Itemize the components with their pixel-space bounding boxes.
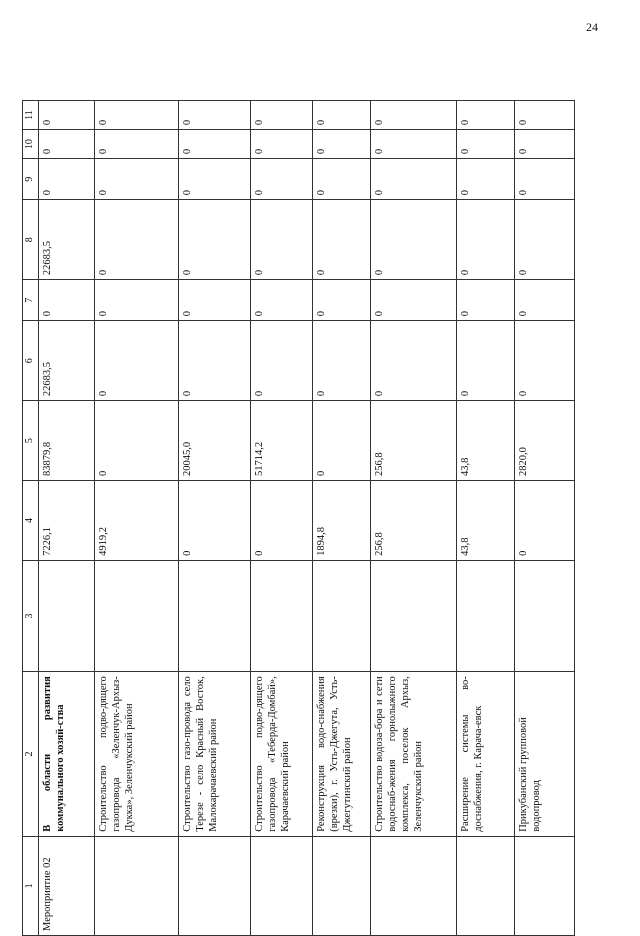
column-number: 7 xyxy=(23,280,39,321)
value-cell: 0 xyxy=(94,280,178,321)
value-cell: 0 xyxy=(178,280,250,321)
value-cell: 0 xyxy=(312,130,370,159)
value-cell: 0 xyxy=(94,321,178,401)
value-cell: 4919,2 xyxy=(94,481,178,561)
description-cell: В области развития коммунального хозяй-ства xyxy=(38,672,94,837)
value-cell: 0 xyxy=(250,101,312,130)
value-cell: 20045,0 xyxy=(178,401,250,481)
value-cell: 0 xyxy=(514,101,574,130)
value-cell: 256,8 xyxy=(370,401,456,481)
activity-cell xyxy=(370,836,456,935)
description-cell: Строительство подво-дящего газопровода «Зеленчук-Архыз-Дукка», Зеленчукский район xyxy=(94,672,178,837)
column-number-row xyxy=(23,101,39,936)
activity-cell xyxy=(178,836,250,935)
column-3-cell xyxy=(456,560,514,671)
column-number: 6 xyxy=(23,321,39,401)
table-row xyxy=(370,101,456,936)
value-cell: 0 xyxy=(38,101,94,130)
value-cell: 0 xyxy=(456,130,514,159)
value-cell: 0 xyxy=(250,200,312,280)
table-row xyxy=(94,101,178,936)
value-cell: 0 xyxy=(250,321,312,401)
value-cell: 0 xyxy=(514,280,574,321)
value-cell: 1894,8 xyxy=(312,481,370,561)
value-cell: 0 xyxy=(178,200,250,280)
value-cell: 0 xyxy=(456,321,514,401)
value-cell: 0 xyxy=(250,159,312,200)
activity-cell xyxy=(514,836,574,935)
activity-cell xyxy=(456,836,514,935)
value-cell: 0 xyxy=(38,159,94,200)
value-cell: 0 xyxy=(250,130,312,159)
value-cell: 0 xyxy=(456,200,514,280)
activity-cell xyxy=(312,836,370,935)
value-cell: 0 xyxy=(456,101,514,130)
value-cell: 0 xyxy=(514,321,574,401)
column-3-cell xyxy=(38,560,94,671)
value-cell: 0 xyxy=(178,321,250,401)
value-cell: 43,8 xyxy=(456,481,514,561)
column-3-cell xyxy=(312,560,370,671)
program-table xyxy=(22,100,575,936)
value-cell: 0 xyxy=(370,130,456,159)
table-row xyxy=(250,101,312,936)
rotated-table-sheet xyxy=(22,31,588,936)
value-cell: 2820,0 xyxy=(514,401,574,481)
value-cell: 0 xyxy=(514,481,574,561)
value-cell: 0 xyxy=(178,130,250,159)
value-cell: 0 xyxy=(370,159,456,200)
description-cell: Строительство подво-дящего газопровода «Теберда-Домбай», Карачаевский район xyxy=(250,672,312,837)
value-cell: 0 xyxy=(94,200,178,280)
table-row xyxy=(514,101,574,936)
value-cell: 0 xyxy=(250,481,312,561)
page-number: 24 xyxy=(586,20,598,34)
value-cell: 0 xyxy=(456,159,514,200)
value-cell: 0 xyxy=(94,159,178,200)
value-cell: 0 xyxy=(370,321,456,401)
activity-cell xyxy=(94,836,178,935)
column-number: 5 xyxy=(23,401,39,481)
value-cell: 0 xyxy=(514,159,574,200)
value-cell: 0 xyxy=(370,200,456,280)
column-3-cell xyxy=(250,560,312,671)
description-cell: Реконструкция водо-снабжения (врезки), г. Усть-Джегута, Усть-Джегутинский район xyxy=(312,672,370,837)
column-3-cell xyxy=(514,560,574,671)
value-cell: 0 xyxy=(514,200,574,280)
table-row xyxy=(456,101,514,936)
value-cell: 0 xyxy=(178,481,250,561)
column-number: 9 xyxy=(23,159,39,200)
activity-cell: Мероприятие 02 xyxy=(38,836,94,935)
value-cell: 256,8 xyxy=(370,481,456,561)
value-cell: 0 xyxy=(38,130,94,159)
value-cell: 0 xyxy=(250,280,312,321)
value-cell: 43,8 xyxy=(456,401,514,481)
value-cell: 0 xyxy=(312,159,370,200)
value-cell: 83879,8 xyxy=(38,401,94,481)
column-number: 1 xyxy=(23,836,39,935)
column-number: 11 xyxy=(23,101,39,130)
column-3-cell xyxy=(94,560,178,671)
table-row xyxy=(38,101,94,936)
value-cell: 51714,2 xyxy=(250,401,312,481)
description-cell: Прикубанский групповой водопровод xyxy=(514,672,574,837)
value-cell: 22683,5 xyxy=(38,321,94,401)
column-3-cell xyxy=(370,560,456,671)
description-cell: Строительство газо-провода село Терезе - село Красный Восток, Малокарачаевский район xyxy=(178,672,250,837)
description-cell: Расширение системы во-доснабжения, г. Карача-евск xyxy=(456,672,514,837)
value-cell: 0 xyxy=(312,280,370,321)
value-cell: 0 xyxy=(514,130,574,159)
value-cell: 0 xyxy=(94,401,178,481)
value-cell: 7226,1 xyxy=(38,481,94,561)
value-cell: 0 xyxy=(94,130,178,159)
value-cell: 0 xyxy=(370,101,456,130)
activity-cell xyxy=(250,836,312,935)
description-cell: Строительство водоза-бора и сети водоснаб-жения горнолыжного комплекса, поселок Архыз, Зеленчукский район xyxy=(370,672,456,837)
value-cell: 0 xyxy=(312,321,370,401)
table-row xyxy=(312,101,370,936)
column-3-cell xyxy=(178,560,250,671)
column-number: 4 xyxy=(23,481,39,561)
value-cell: 0 xyxy=(312,101,370,130)
value-cell: 0 xyxy=(456,280,514,321)
value-cell: 0 xyxy=(94,101,178,130)
value-cell: 0 xyxy=(178,159,250,200)
value-cell: 0 xyxy=(312,200,370,280)
value-cell: 0 xyxy=(38,280,94,321)
value-cell: 0 xyxy=(370,280,456,321)
column-number: 3 xyxy=(23,560,39,671)
value-cell: 0 xyxy=(312,401,370,481)
value-cell: 22683,5 xyxy=(38,200,94,280)
column-number: 10 xyxy=(23,130,39,159)
table-row xyxy=(178,101,250,936)
column-number: 2 xyxy=(23,672,39,837)
value-cell: 0 xyxy=(178,101,250,130)
column-number: 8 xyxy=(23,200,39,280)
